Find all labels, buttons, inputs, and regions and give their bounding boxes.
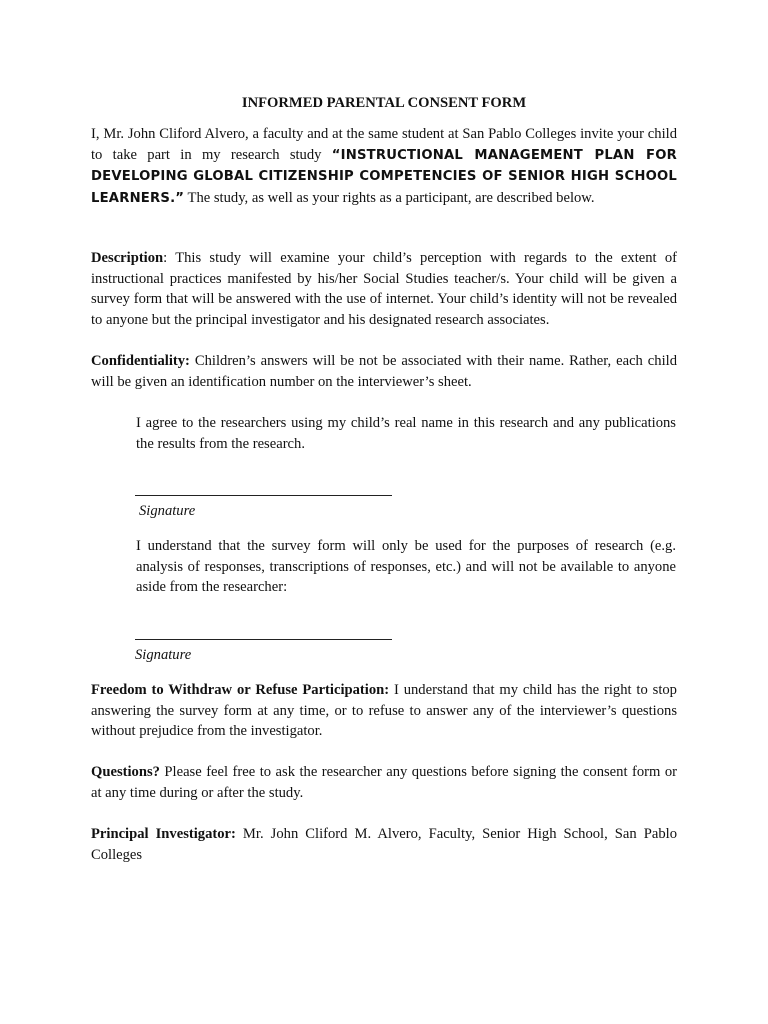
freedom-paragraph (91, 680, 677, 742)
freedom-text: I understand that my child has the right to stop answering the survey form at any time, or to refuse to answer any of the interviewer’s questions without prejudice from the investigator. (91, 682, 677, 740)
description-heading: Description (91, 250, 164, 266)
confidentiality-text: Children’s answers will be not be associated with their name. Rather, each child will be given an identification number on the interviewer’s sheet. (91, 353, 677, 390)
signature-label-1: Signature (139, 503, 196, 519)
data-use-statement: I understand that the survey form will only be used for the purposes of research (e.g. analysis of responses, transcriptions of responses, etc.) and will not be available to anyone aside from the researcher: (136, 538, 676, 596)
freedom-heading: Freedom to Withdraw or Refuse Participation: (91, 682, 390, 698)
investigator-paragraph (91, 824, 677, 865)
signature-label-2: Signature (135, 647, 192, 663)
signature-line-1[interactable] (135, 495, 392, 496)
description-text: : This study will examine your child’s perception with regards to the extent of instructional practices manifested by his/her Social Studies teacher/s. Your child will be given a survey form that will be answered with the use of internet. Your child’s identity will not be revealed to anyone but the principal investigator and his designated research associates. (91, 250, 677, 328)
signature-line-2[interactable] (135, 639, 392, 640)
questions-text: Please feel free to ask the researcher any questions before signing the consent form or at any time during or after the study. (91, 764, 677, 801)
confidentiality-heading: Confidentiality: (91, 353, 190, 369)
investigator-text: Mr. John Cliford M. Alvero, Faculty, Senior High School, San Pablo Colleges (91, 826, 677, 863)
study-title: “INSTRUCTIONAL MANAGEMENT PLAN FOR DEVELOPING GLOBAL CITIZENSHIP COMPETENCIES OF SENIOR HIGH SCHOOL LEARNERS.” (91, 147, 677, 206)
confidentiality-paragraph (91, 351, 677, 392)
intro-text-after: The study, as well as your rights as a participant, are described below. (184, 189, 595, 206)
intro-paragraph (91, 124, 677, 209)
description-paragraph (91, 248, 677, 330)
investigator-heading: Principal Investigator: (91, 826, 236, 842)
form-title: INFORMED PARENTAL CONSENT FORM (241, 95, 527, 111)
questions-heading: Questions? (91, 764, 160, 780)
intro-text-before: I, Mr. John Cliford Alvero, a faculty and at the same student at San Pablo Colleges invite your child to take part in my research study (91, 126, 677, 163)
questions-paragraph (91, 762, 677, 803)
name-consent-statement: I agree to the researchers using my child’s real name in this research and any publications the results from the research. (136, 415, 676, 452)
